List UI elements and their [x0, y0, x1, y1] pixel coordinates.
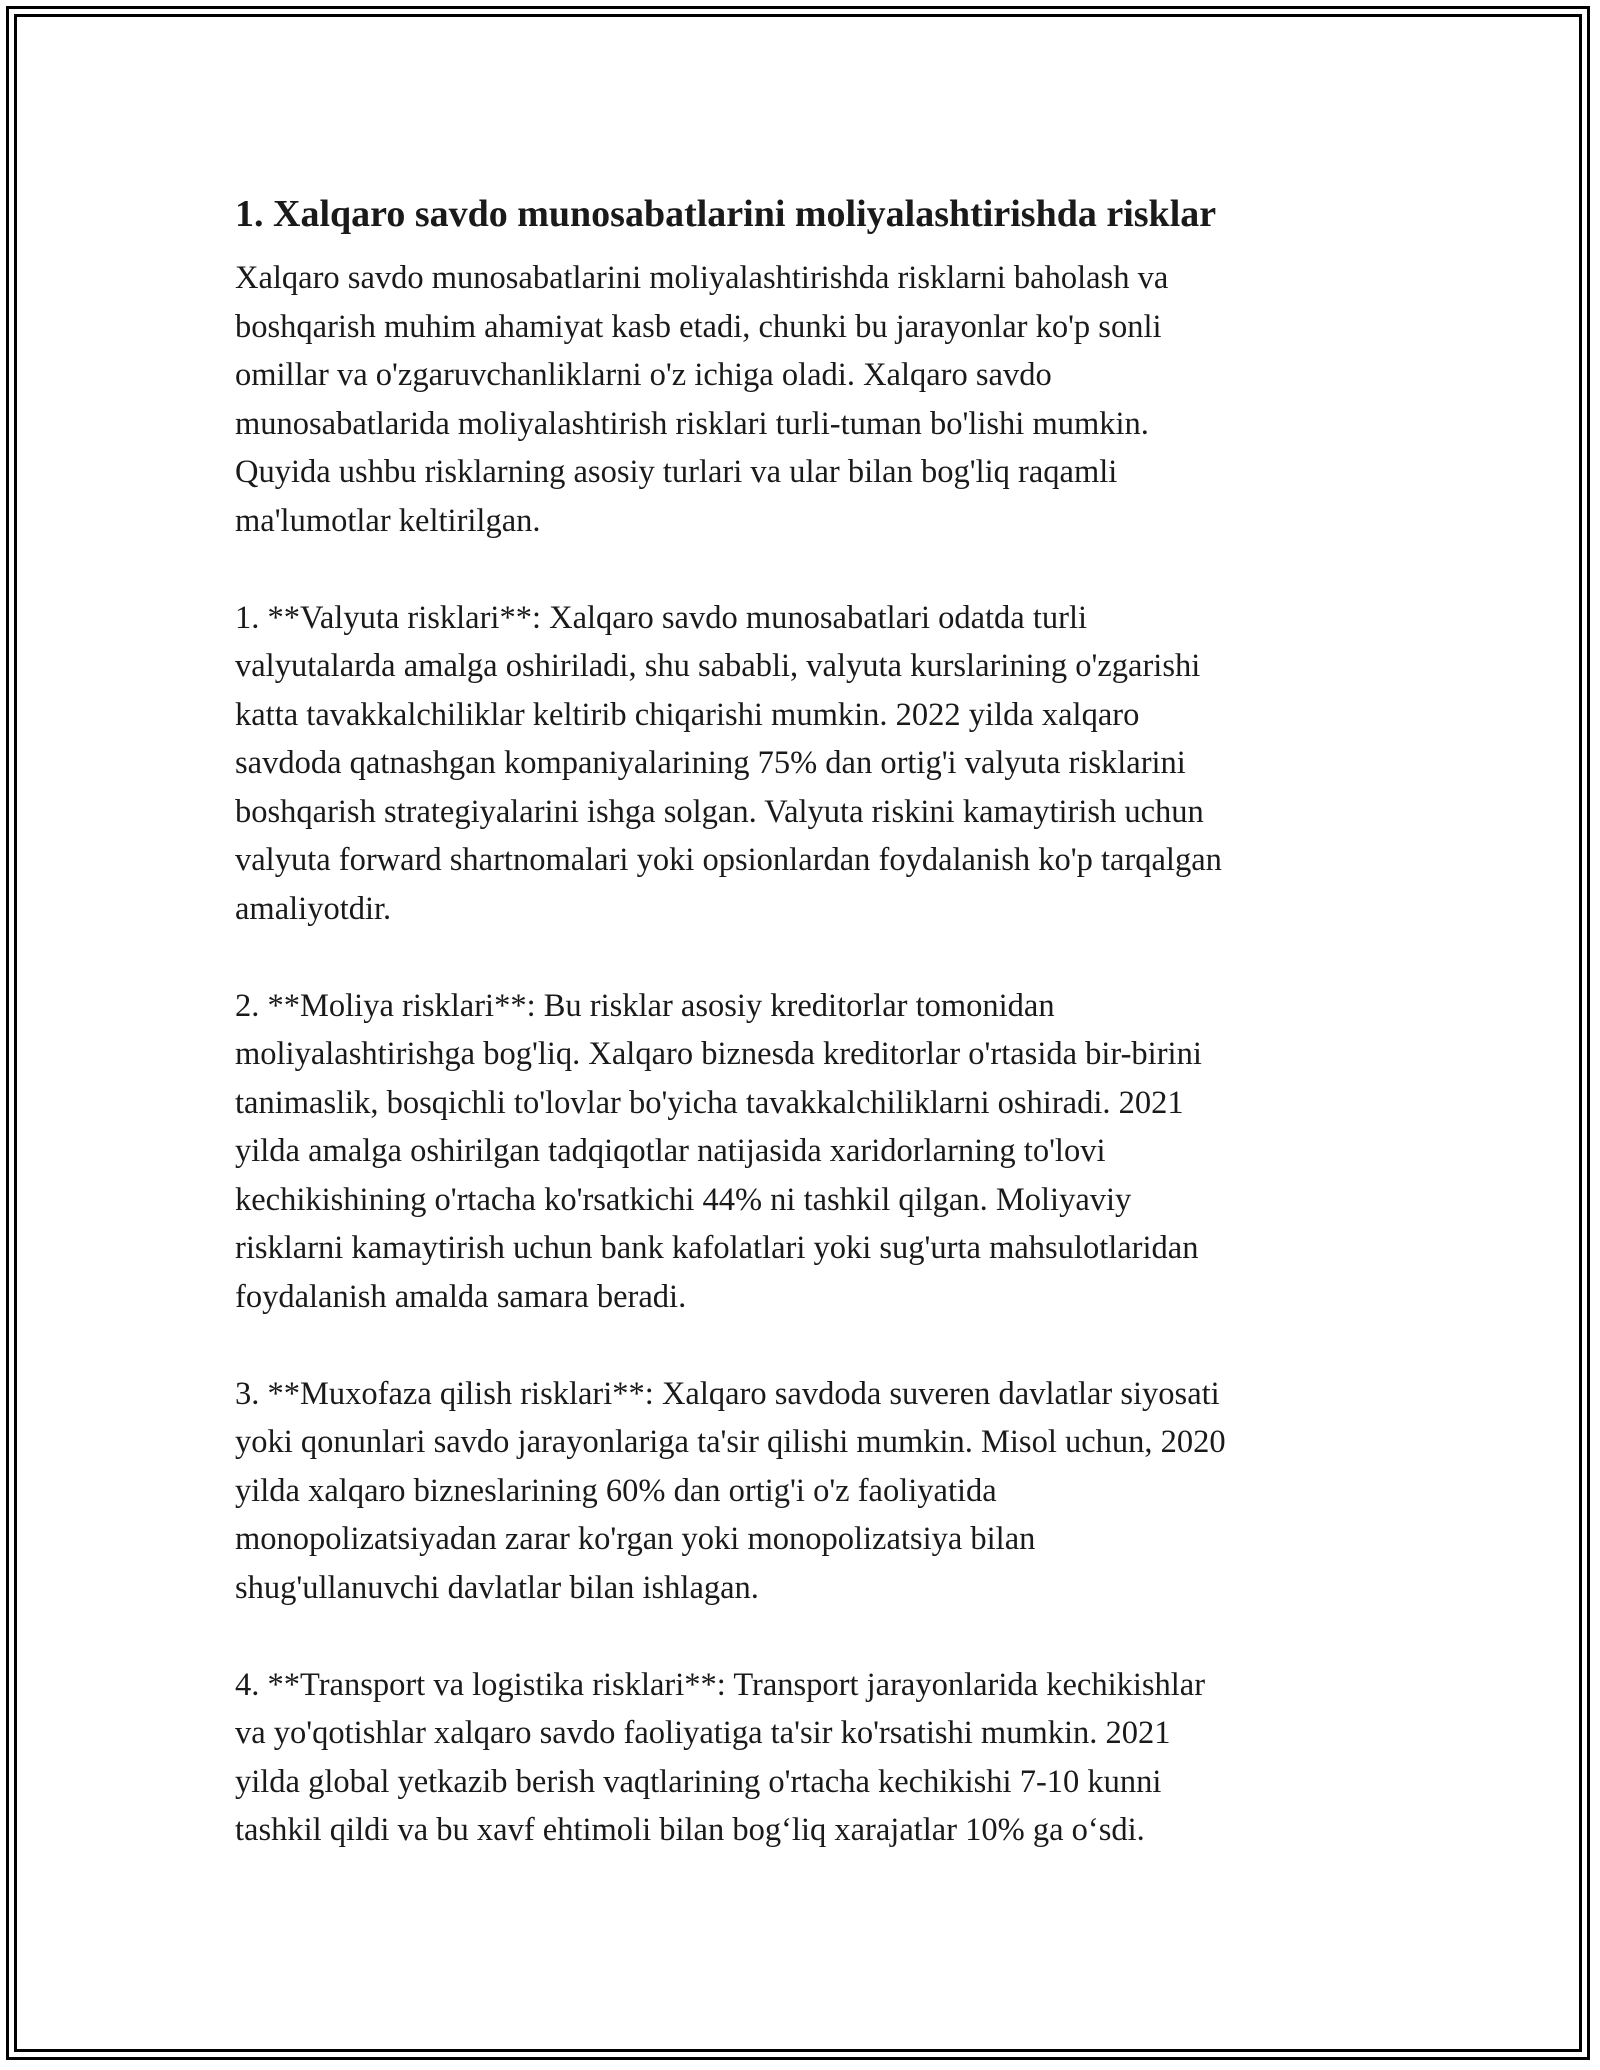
section-transport-risks	[235, 1661, 1365, 1855]
text-line: valyuta forward shartnomalari yoki opsionlardan foydalanish ko'p tarqalgan	[235, 842, 1222, 878]
text-line: tanimaslik, bosqichli to'lovlar bo'yicha tavakkalchiliklarni oshiradi. 2021	[235, 1084, 1184, 1121]
text-line: yilda amalga oshirilgan tadqiqotlar natijasida xaridorlarning to'lovi	[235, 1133, 1106, 1169]
text-line: monopolizatsiyadan zarar ko'rgan yoki monopolizatsiya bilan	[235, 1521, 1036, 1557]
text-line: Xalqaro savdo munosabatlarini moliyalashtirishda risklarni baholash va	[235, 260, 1169, 296]
text-line: valyutalarda amalga oshiriladi, shu sababli, valyuta kurslarining o'zgarishi	[235, 648, 1201, 684]
text-line: 3. **Muxofaza qilish risklari**: Xalqaro savdoda suveren davlatlar siyosati	[235, 1375, 1220, 1412]
text-line: 1. **Valyuta risklari**: Xalqaro savdo munosabatlari odatda turli	[235, 599, 1088, 636]
text-line: yoki qonunlari savdo jarayonlariga ta'sir qilishi mumkin. Misol uchun, 2020	[235, 1424, 1226, 1460]
paragraph-gap	[235, 933, 1365, 982]
text-line: 4. **Transport va logistika risklari**: Transport jarayonlarida kechikishlar	[235, 1666, 1206, 1703]
text-line: boshqarish strategiyalarini ishga solgan. Valyuta riskini kamaytirish uchun	[235, 793, 1204, 830]
text-line: Quyida ushbu risklarning asosiy turlari va ular bilan bog'liq raqamli	[235, 454, 1118, 490]
paragraph-gap	[235, 1612, 1365, 1661]
text-line: risklarni kamaytirish uchun bank kafolatlari yoki sug'urta mahsulotlaridan	[235, 1230, 1199, 1266]
document-title: 1. Xalqaro savdo munosabatlarini moliyalashtirishda risklar	[235, 193, 1217, 235]
text-line: savdoda qatnashgan kompaniyalarining 75% dan ortig'i valyuta risklarini	[235, 745, 1186, 781]
text-line: moliyalashtirishga bog'liq. Xalqaro biznesda kreditorlar o'rtasida bir-birini	[235, 1036, 1202, 1072]
text-line: katta tavakkalchiliklar keltirib chiqarishi mumkin. 2022 yilda xalqaro	[235, 696, 1140, 733]
text-line: yilda xalqaro bizneslarining 60% dan ortig'i o'z faoliyatida	[235, 1472, 997, 1509]
text-line: boshqarish muhim ahamiyat kasb etadi, chunki bu jarayonlar ko'p sonli	[235, 308, 1162, 345]
paragraph-gap	[235, 1321, 1365, 1370]
text-line: 2. **Moliya risklari**: Bu risklar asosiy kreditorlar tomonidan	[235, 987, 1055, 1024]
document-body	[235, 182, 1365, 1855]
section-finance-risks	[235, 982, 1365, 1322]
text-line: shug'ullanuvchi davlatlar bilan ishlagan.	[235, 1569, 759, 1606]
intro-paragraph	[235, 254, 1365, 545]
text-line: omillar va o'zgaruvchanliklarni o'z ichiga oladi. Xalqaro savdo	[235, 357, 1052, 393]
paragraph-gap	[235, 545, 1365, 594]
text-line: yilda global yetkazib berish vaqtlarining o'rtacha kechikishi 7-10 kunni	[235, 1763, 1162, 1800]
text-line: foydalanish amalda samara beradi.	[235, 1278, 687, 1315]
section-currency-risks	[235, 594, 1365, 934]
section-protection-risks	[235, 1370, 1365, 1613]
text-line: va yo'qotishlar xalqaro savdo faoliyatiga ta'sir ko'rsatishi mumkin. 2021	[235, 1715, 1171, 1751]
text-line: ma'lumotlar keltirilgan.	[235, 502, 541, 539]
text-line: amaliyotdir.	[235, 890, 392, 927]
text-line: munosabatlarida moliyalashtirish risklari turli-tuman bo'lishi mumkin.	[235, 405, 1149, 442]
text-line: tashkil qildi va bu xavf ehtimoli bilan bog‘liq xarajatlar 10% ga o‘sdi.	[235, 1812, 1145, 1848]
text-line: kechikishining o'rtacha ko'rsatkichi 44% ni tashkil qilgan. Moliyaviy	[235, 1181, 1132, 1218]
